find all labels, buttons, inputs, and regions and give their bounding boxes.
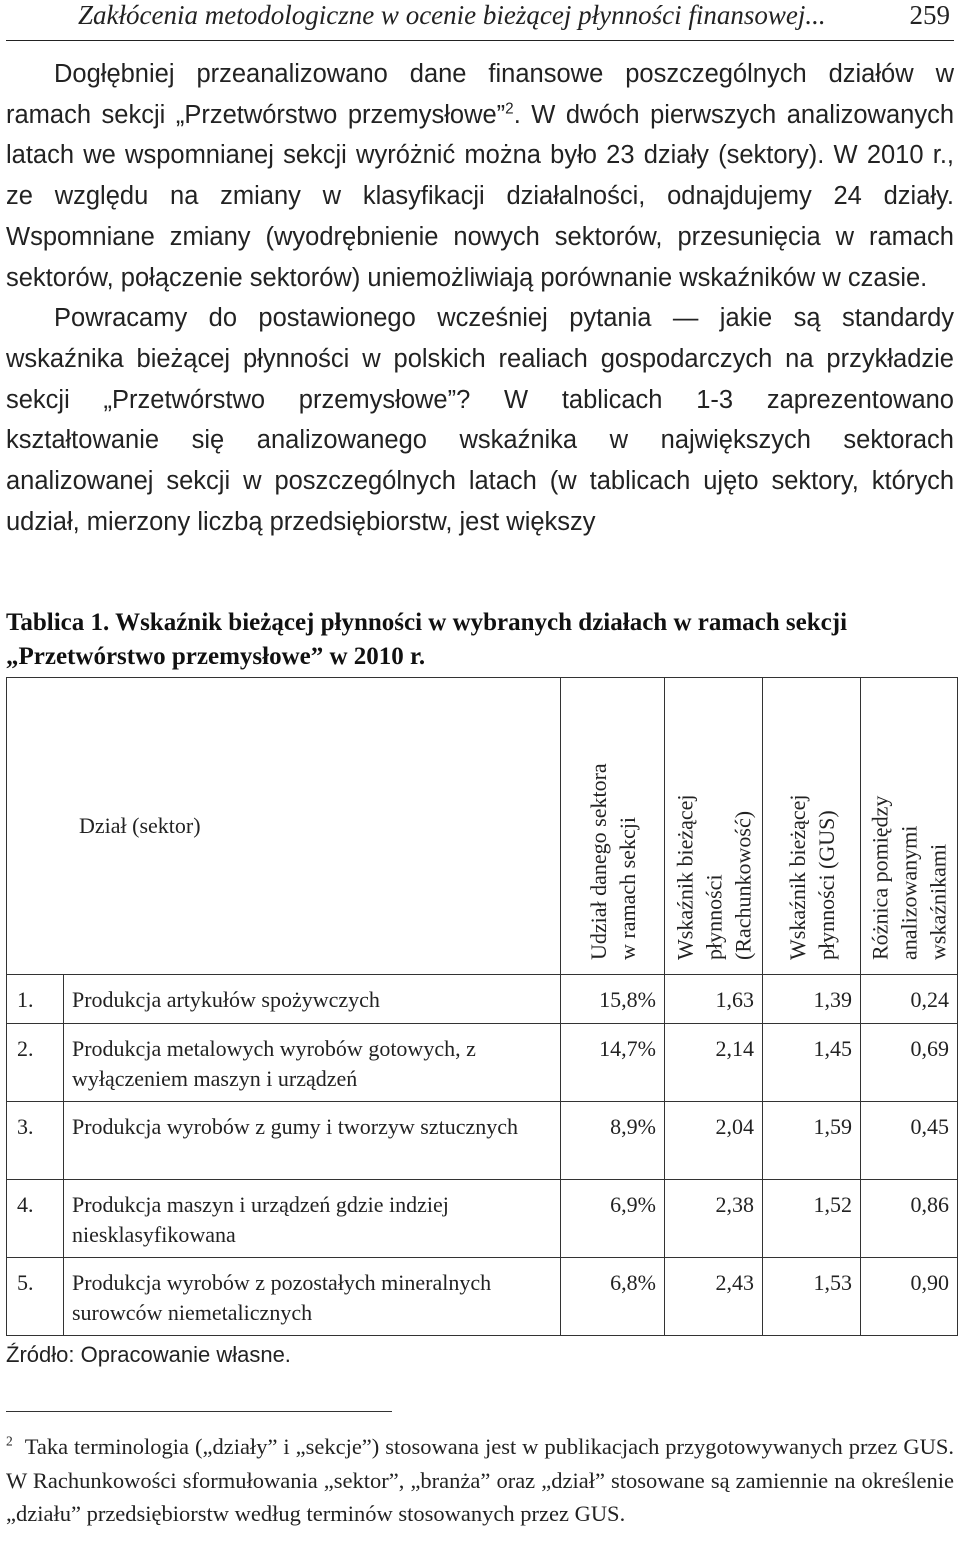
row-acc: 2,04 [665, 1102, 763, 1180]
row-sector-name: Produkcja wyrobów z pozostałych mineralnych surowców niemetalicznych [64, 1258, 561, 1336]
row-diff: 0,69 [861, 1024, 958, 1102]
header-gus [763, 678, 861, 975]
paragraph-1 [6, 54, 954, 298]
paragraph-1-part-b: . W dwóch pierwszych analizowanych latach we wspomnianej sekcji wyróżnić można było 23 działy (sektory). W 2010 r., ze względu na zmiany w klasyfikacji działalności, odnajdujemy 24 działy. Wspomniane zmiany (wyodrębnienie nowych sektorów, przesunięcia w ramach sektorów, połączenie sektorów) uniemożliwiają porównanie wskaźników w czasie. [6, 100, 955, 292]
row-gus: 1,59 [763, 1102, 861, 1180]
row-acc: 2,43 [665, 1258, 763, 1336]
footnote-marker: 2 [6, 1433, 13, 1449]
row-sector-name: Produkcja wyrobów z gumy i tworzyw sztucznych [64, 1102, 561, 1180]
row-number: 1. [7, 975, 64, 1024]
row-gus: 1,39 [763, 975, 861, 1024]
table-row [7, 1024, 958, 1102]
header-diff-line3: wskaźnikami [925, 843, 951, 960]
row-number: 4. [7, 1180, 64, 1258]
row-number: 2. [7, 1024, 64, 1102]
row-share: 6,9% [561, 1180, 665, 1258]
row-diff: 0,45 [861, 1102, 958, 1180]
header-acc-line1: Wskaźnik bieżącej [672, 794, 697, 960]
header-sector [7, 678, 561, 975]
row-sector-name: Produkcja maszyn i urządzeń gdzie indziej niesklasyfikowana [64, 1180, 561, 1258]
table-row [7, 1258, 958, 1336]
header-share-line2: w ramach sekcji [614, 817, 640, 960]
row-gus: 1,52 [763, 1180, 861, 1258]
header-acc [665, 678, 763, 975]
table-caption: Tablica 1. Wskaźnik bieżącej płynności w wybranych działach w ramach sekcji „Przetwórstwo przemysłowe” w 2010 r. [6, 609, 848, 670]
row-number: 3. [7, 1102, 64, 1180]
paragraph-2: Powracamy do postawionego wcześniej pytania — jakie są standardy wskaźnika bieżącej płynności w polskich realiach gospodarczych na przykładzie sekcji „Przetwórstwo przemysłowe”? W tablicach 1-3 zaprezentowano kształtowanie się analizowanego wskaźnika w największych sektorach analizowanej sekcji w poszczególnych latach (w tablicach ujęto sektory, których udział, mierzony liczbą przedsiębiorstw, jest większy [6, 304, 954, 536]
footnote [6, 1430, 954, 1531]
paragraph-1-part-a: Dogłębniej przeanalizowano dane finansowe poszczególnych działów w ramach sekcji „Przetwórstwo przemysłowe” [6, 60, 954, 129]
row-gus: 1,53 [763, 1258, 861, 1336]
table-row [7, 1180, 958, 1258]
header-acc-line2: płynności [701, 874, 726, 960]
running-title: Zakłócenia metodologiczne w ocenie bieżącej płynności finansowej... [78, 0, 826, 30]
row-share: 6,8% [561, 1258, 665, 1336]
table-row [7, 975, 958, 1024]
body-text [6, 54, 954, 542]
header-gus-line1: Wskaźnik bieżącej [784, 794, 810, 960]
header-gus-line2: płynności (GUS) [813, 810, 839, 960]
row-share: 14,7% [561, 1024, 665, 1102]
header-diff-line1: Różnica pomiędzy [867, 795, 893, 960]
row-number: 5. [7, 1258, 64, 1336]
page-number: 259 [909, 0, 950, 30]
header-share [561, 678, 665, 975]
header-sector-label: Dział (sektor) [79, 813, 201, 838]
header-share-line1: Udział danego sektora [585, 763, 611, 960]
footnote-text: Taka terminologia („działy” i „sekcje”) stosowana jest w publikacjach przygotowywanych przez GUS. W Rachunkowości sformułowania „sektor”, „branża” oraz „dział” stosowane są zamiennie na określenie „działu” przedsiębiorstw według terminów stosowanych przez GUS. [6, 1434, 955, 1526]
row-share: 15,8% [561, 975, 665, 1024]
row-diff: 0,24 [861, 975, 958, 1024]
footnote-reference[interactable]: 2 [505, 100, 514, 118]
row-diff: 0,90 [861, 1258, 958, 1336]
header-acc-line3: (Rachunkowość) [730, 810, 755, 960]
data-table [6, 677, 958, 1336]
running-header [6, 0, 954, 41]
row-gus: 1,45 [763, 1024, 861, 1102]
row-sector-name: Produkcja metalowych wyrobów gotowych, z wyłączeniem maszyn i urządzeń [64, 1024, 561, 1102]
footnote-divider [6, 1411, 392, 1412]
row-diff: 0,86 [861, 1180, 958, 1258]
row-share: 8,9% [561, 1102, 665, 1180]
table-row [7, 1102, 958, 1180]
header-diff [861, 678, 958, 975]
row-acc: 2,38 [665, 1180, 763, 1258]
row-acc: 2,14 [665, 1024, 763, 1102]
row-acc: 1,63 [665, 975, 763, 1024]
table-header-row [7, 678, 958, 975]
header-diff-line2: analizowanymi [896, 825, 922, 960]
table-source: Źródło: Opracowanie własne. [6, 1342, 291, 1367]
row-sector-name: Produkcja artykułów spożywczych [64, 975, 561, 1024]
